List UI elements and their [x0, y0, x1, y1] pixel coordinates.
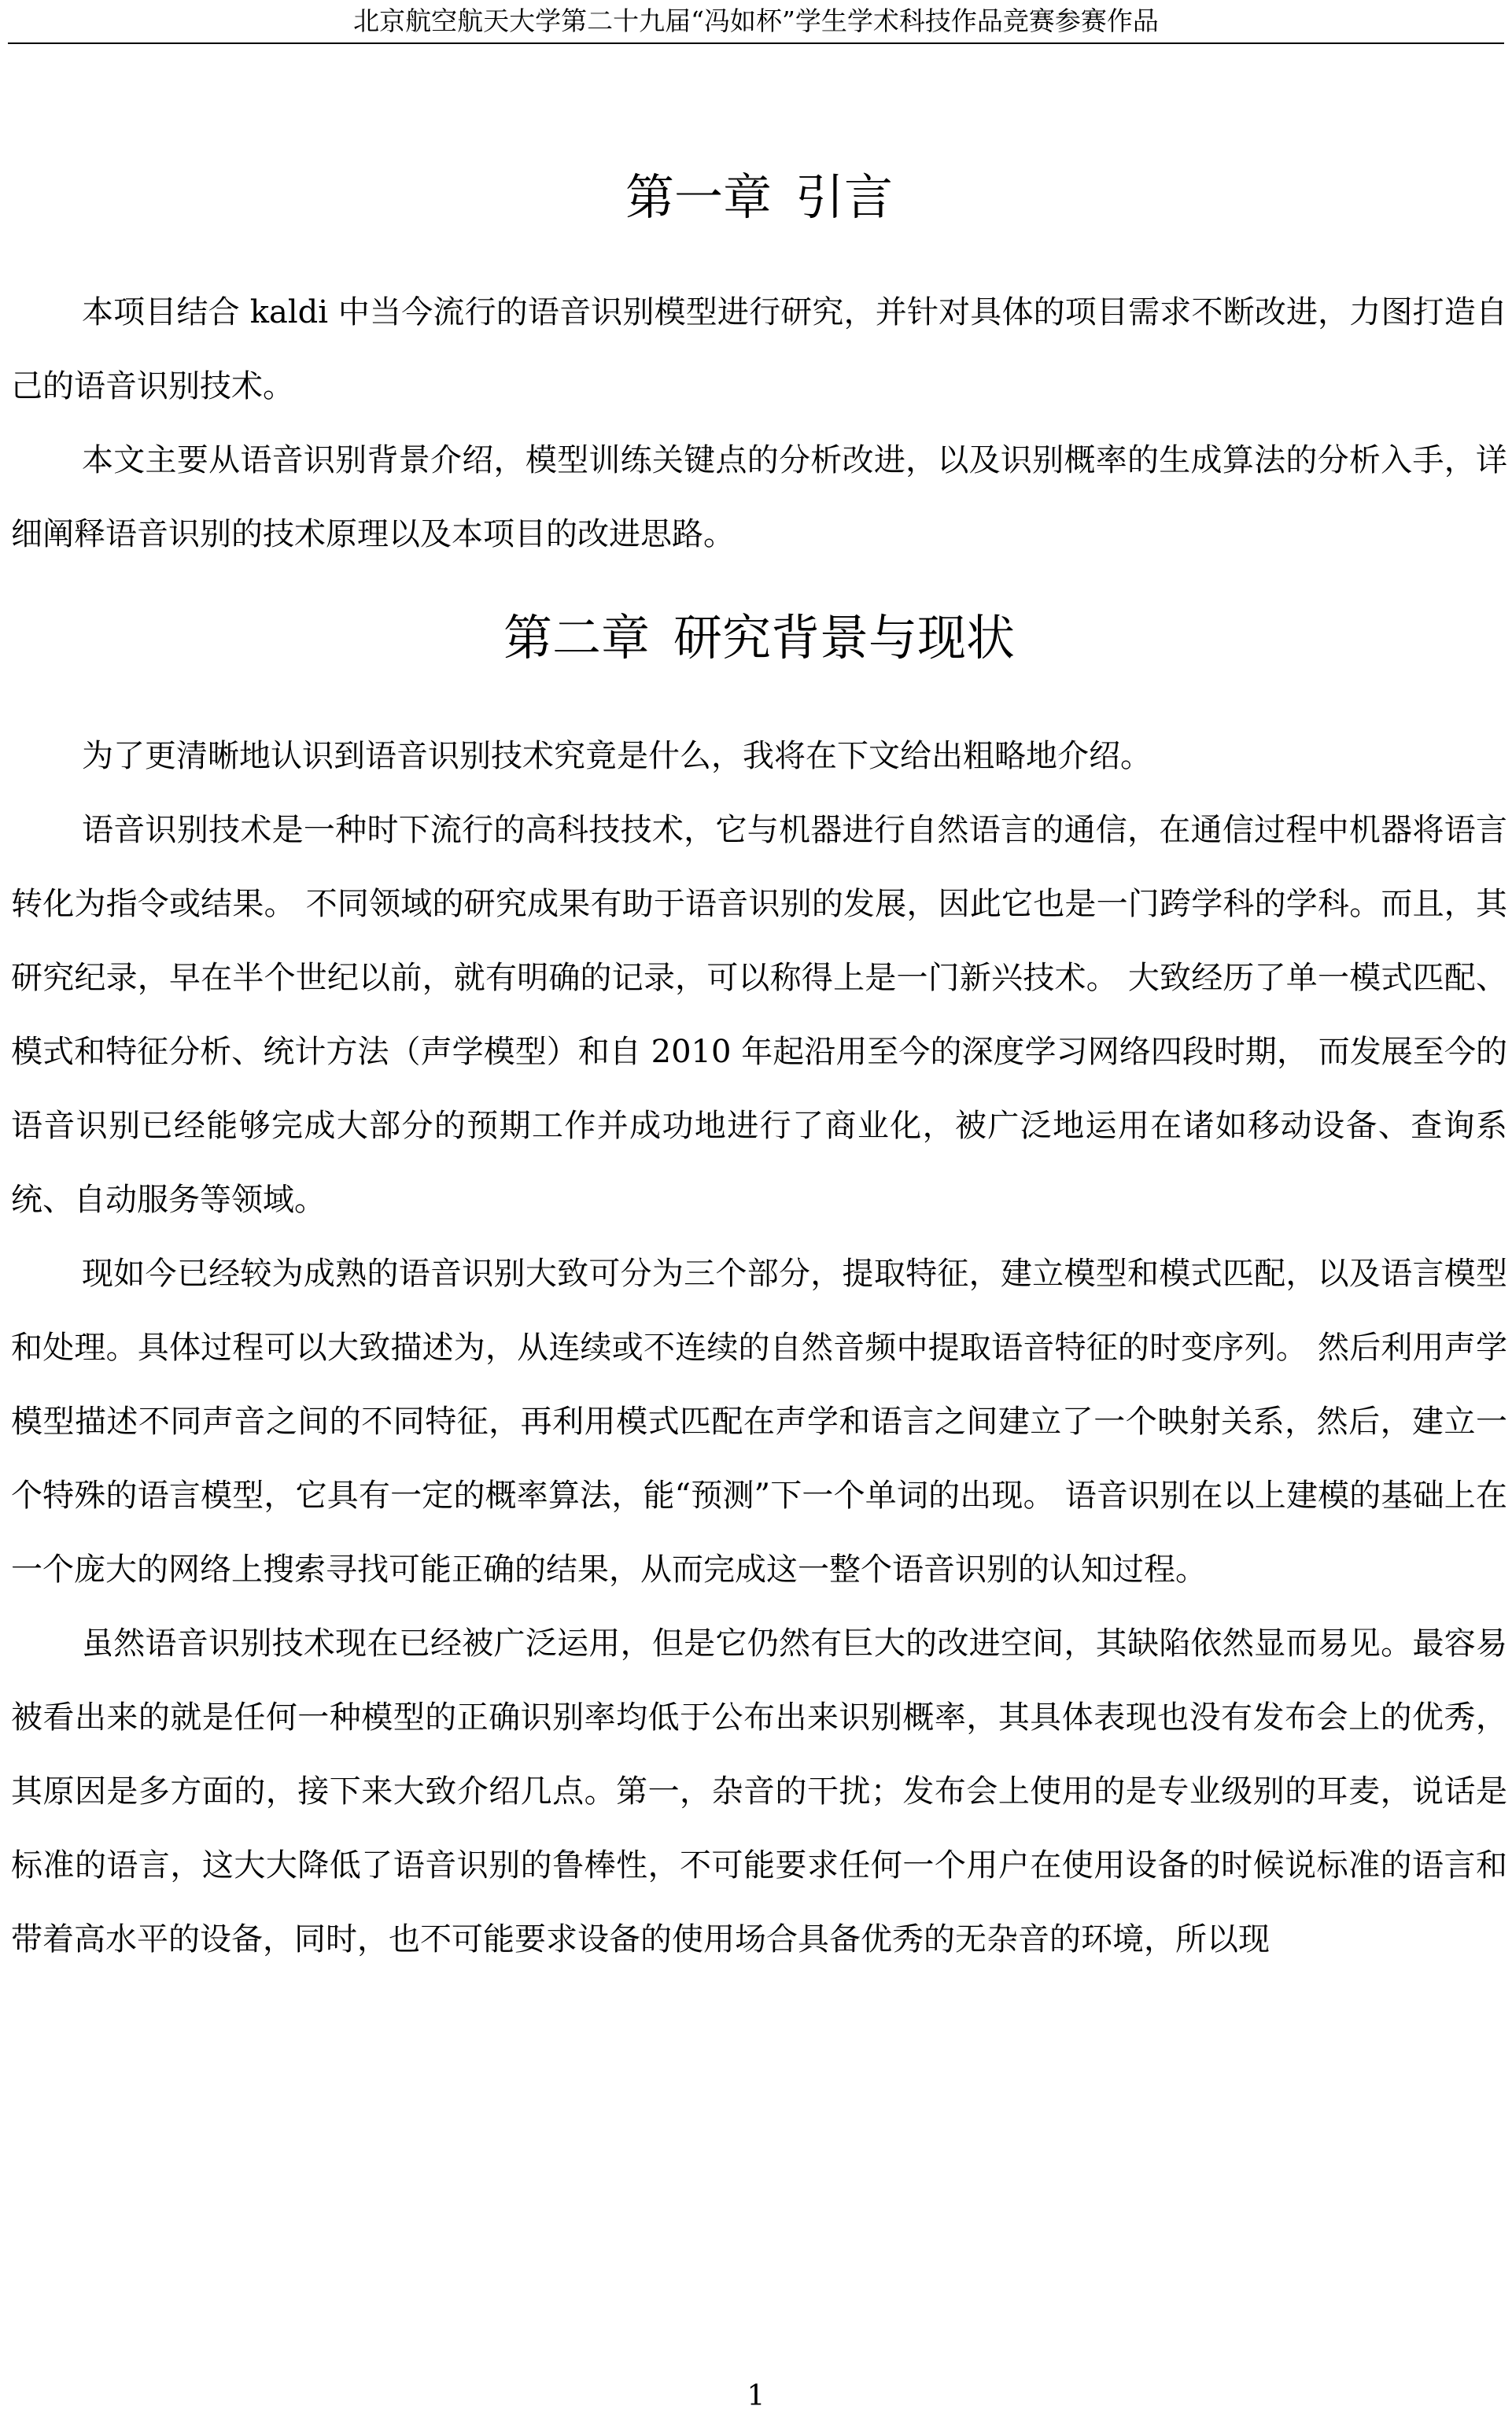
page-number: 1	[747, 2380, 765, 2412]
chapter-1-title: 引言	[795, 168, 894, 226]
chapter-1-number: 第一章	[625, 168, 772, 226]
chapter-2-paragraph-4: 虽然语音识别技术现在已经被广泛运用，但是它仍然有巨大的改进空间，其缺陷依然显而易见。最容易被看出来的就是任何一种模型的正确识别率均低于公布出来识别概率，其具体表现也没有发布会上的优秀，其原因是多方面的，接下来大致介绍几点。第一，杂音的干扰；发布会上使用的是专业级别的耳麦，说话是标准的语言，这大大降低了语音识别的鲁棒性，不可能要求任何一个用户在使用设备的时候说标准的语言和带着高水平的设备，同时，也不可能要求设备的使用场合具备优秀的无杂音的环境，所以现	[11, 1625, 1507, 1958]
chapter-2-paragraph-3: 现如今已经较为成熟的语音识别大致可分为三个部分，提取特征，建立模型和模式匹配，以及语言模型和处理。具体过程可以大致描述为，从连续或不连续的自然音频中提取语音特征的时变序列。 然后利用声学模型描述不同声音之间的不同特征，再利用模式匹配在声学和语言之间建立了一个映射关系，然后，建立一个特殊的语言模型，它具有一定的概率算法，能“预测”下一个单词的出现。 语音识别在以上建模的基础上在一个庞大的网络上搜索寻找可能正确的结果，从而完成这一整个语音识别的认知过程。	[11, 1256, 1507, 1588]
chapter-2-heading	[11, 609, 1507, 677]
chapter-2-number: 第二章	[503, 609, 650, 666]
chapter-2-paragraph-2: 语音识别技术是一种时下流行的高科技技术，它与机器进行自然语言的通信，在通信过程中机器将语言转化为指令或结果。 不同领域的研究成果有助于语音识别的发展，因此它也是一门跨学科的学科。而且，其研究纪录，早在半个世纪以前，就有明确的记录，可以称得上是一门新兴技术。 大致经历了单一模式匹配、模式和特征分析、统计方法（声学模型）和自 2010 年起沿用至今的深度学习网络四段时期， 而发展至今的语音识别已经能够完成大部分的预期工作并成功地进行了商业化，被广泛地运用在诸如移动设备、查询系统、自动服务等领域。	[11, 812, 1507, 1218]
chapter-2-paragraph-1: 为了更清晰地认识到语音识别技术究竟是什么，我将在下文给出粗略地介绍。	[82, 738, 1152, 774]
chapter-1-paragraph-1: 本项目结合 kaldi 中当今流行的语音识别模型进行研究，并针对具体的项目需求不断改进，力图打造自己的语音识别技术。	[11, 294, 1507, 404]
chapter-2-title: 研究背景与现状	[673, 609, 1016, 666]
chapter-1-paragraph-2: 本文主要从语音识别背景介绍，模型训练关键点的分析改进，以及识别概率的生成算法的分析入手，详细阐释语音识别的技术原理以及本项目的改进思路。	[11, 442, 1507, 552]
header-rule	[8, 42, 1504, 44]
document-body	[11, 168, 1507, 1976]
chapter-1-heading	[11, 168, 1507, 236]
running-header: 北京航空航天大学第二十九届“冯如杯”学生学术科技作品竞赛参赛作品	[353, 6, 1159, 36]
